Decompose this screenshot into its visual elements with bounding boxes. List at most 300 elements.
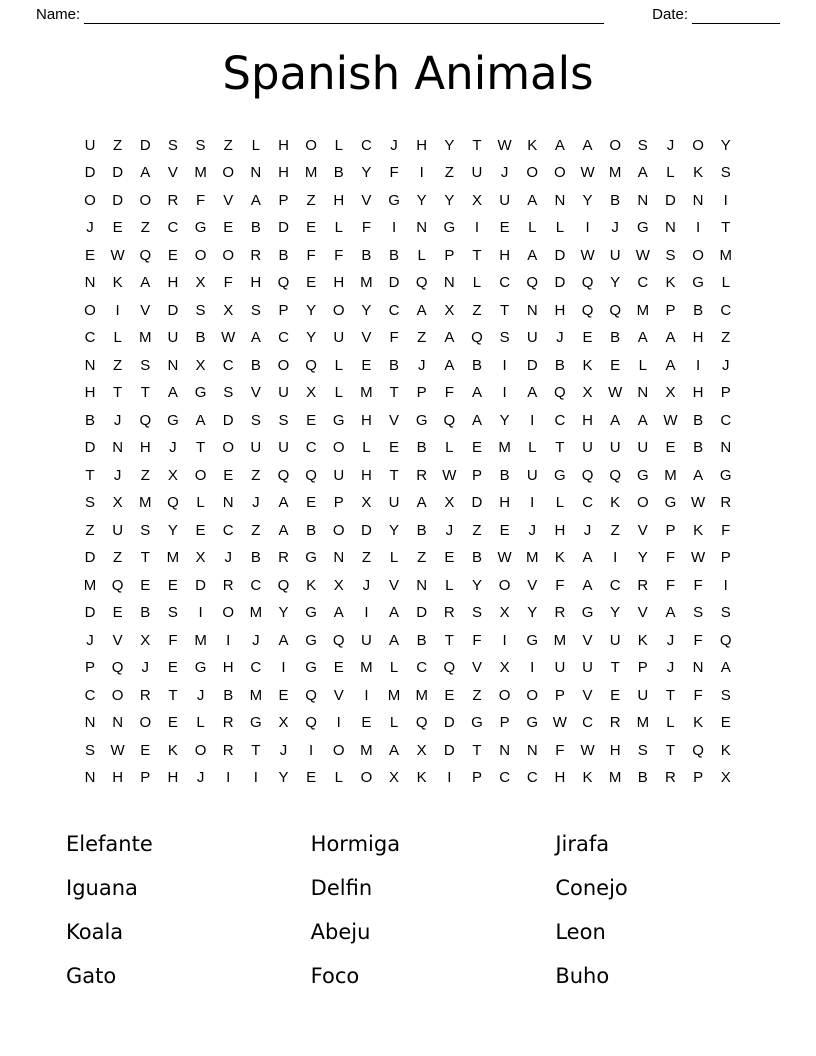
grid-cell[interactable]: T <box>555 439 565 457</box>
grid-cell[interactable]: G <box>692 274 704 292</box>
grid-cell[interactable]: B <box>693 301 704 319</box>
grid-cell[interactable]: R <box>250 246 262 264</box>
grid-cell[interactable]: W <box>110 741 125 759</box>
grid-cell[interactable]: S <box>720 164 731 182</box>
grid-cell[interactable]: A <box>167 384 178 402</box>
grid-cell[interactable]: A <box>389 631 400 649</box>
grid-cell[interactable]: P <box>665 301 676 319</box>
grid-cell[interactable]: S <box>140 521 151 539</box>
word-list-item[interactable]: Koala <box>66 920 124 944</box>
grid-cell[interactable]: L <box>362 439 371 457</box>
grid-cell[interactable]: Q <box>111 659 124 677</box>
grid-cell[interactable]: S <box>250 411 261 429</box>
grid-cell[interactable]: G <box>581 604 594 622</box>
grid-cell[interactable]: N <box>84 714 96 732</box>
grid-cell[interactable]: Q <box>305 466 317 484</box>
grid-cell[interactable]: U <box>637 439 649 457</box>
grid-cell[interactable]: J <box>528 521 536 539</box>
grid-cell[interactable]: I <box>309 741 314 759</box>
grid-cell[interactable]: F <box>389 164 399 182</box>
grid-cell[interactable]: E <box>112 219 123 237</box>
grid-cell[interactable]: E <box>499 521 510 539</box>
grid-cell[interactable]: V <box>140 301 151 319</box>
grid-cell[interactable]: H <box>692 329 704 347</box>
grid-cell[interactable]: B <box>693 439 704 457</box>
grid-cell[interactable]: U <box>112 521 124 539</box>
grid-cell[interactable]: L <box>334 356 343 374</box>
grid-cell[interactable]: S <box>140 356 151 374</box>
grid-cell[interactable]: Y <box>389 521 400 539</box>
grid-cell[interactable]: S <box>195 136 206 154</box>
word-list-item[interactable]: Buho <box>555 964 610 988</box>
grid-cell[interactable]: M <box>387 686 401 704</box>
grid-cell[interactable]: K <box>693 521 704 539</box>
grid-cell[interactable]: W <box>497 136 512 154</box>
grid-cell[interactable]: O <box>222 604 235 622</box>
grid-cell[interactable]: X <box>471 191 482 209</box>
grid-cell[interactable]: Q <box>277 466 290 484</box>
grid-cell[interactable]: V <box>167 164 178 182</box>
grid-cell[interactable]: A <box>637 411 648 429</box>
grid-cell[interactable]: X <box>167 466 178 484</box>
grid-cell[interactable]: G <box>194 659 207 677</box>
grid-cell[interactable]: L <box>334 384 343 402</box>
grid-cell[interactable]: O <box>139 191 152 209</box>
grid-cell[interactable]: M <box>360 741 373 759</box>
grid-cell[interactable]: G <box>526 714 539 732</box>
grid-cell[interactable]: Z <box>417 329 427 347</box>
word-list-item[interactable]: Foco <box>310 964 360 988</box>
grid-cell[interactable]: Q <box>305 714 317 732</box>
grid-cell[interactable]: Z <box>140 466 150 484</box>
grid-cell[interactable]: A <box>582 136 593 154</box>
grid-cell[interactable]: M <box>719 246 732 264</box>
grid-cell[interactable]: B <box>195 329 206 347</box>
grid-cell[interactable]: P <box>693 769 704 787</box>
grid-cell[interactable]: Y <box>527 604 538 622</box>
grid-cell[interactable]: Q <box>415 274 428 292</box>
grid-cell[interactable]: R <box>222 576 234 594</box>
grid-cell[interactable]: X <box>361 494 372 512</box>
grid-cell[interactable]: N <box>526 741 538 759</box>
grid-cell[interactable]: W <box>442 466 457 484</box>
grid-cell[interactable]: C <box>582 714 593 732</box>
grid-cell[interactable]: X <box>195 356 206 374</box>
grid-cell[interactable]: U <box>609 631 621 649</box>
grid-cell[interactable]: U <box>167 329 179 347</box>
grid-cell[interactable]: N <box>526 301 538 319</box>
grid-cell[interactable]: J <box>113 411 122 429</box>
grid-cell[interactable]: X <box>665 384 676 402</box>
grid-cell[interactable]: Y <box>720 136 731 154</box>
grid-cell[interactable]: B <box>250 356 261 374</box>
grid-cell[interactable]: O <box>277 356 290 374</box>
grid-cell[interactable]: D <box>443 741 455 759</box>
grid-cell[interactable]: E <box>471 439 482 457</box>
grid-cell[interactable]: B <box>306 521 317 539</box>
grid-cell[interactable]: A <box>610 411 621 429</box>
grid-cell[interactable]: U <box>499 191 511 209</box>
grid-cell[interactable]: J <box>666 136 675 154</box>
grid-cell[interactable]: O <box>332 301 345 319</box>
grid-cell[interactable]: L <box>445 439 454 457</box>
grid-cell[interactable]: F <box>555 576 565 594</box>
grid-cell[interactable]: L <box>196 494 205 512</box>
grid-cell[interactable]: K <box>527 136 538 154</box>
grid-cell[interactable]: H <box>416 136 428 154</box>
grid-cell[interactable]: M <box>360 274 373 292</box>
grid-cell[interactable]: A <box>693 466 704 484</box>
grid-cell[interactable]: Y <box>167 521 178 539</box>
grid-cell[interactable]: Z <box>472 686 482 704</box>
grid-cell[interactable]: K <box>582 356 593 374</box>
grid-cell[interactable]: C <box>360 136 372 154</box>
grid-cell[interactable]: S <box>167 136 178 154</box>
grid-cell[interactable]: P <box>665 521 676 539</box>
grid-cell[interactable]: V <box>112 631 123 649</box>
grid-cell[interactable]: E <box>720 714 731 732</box>
grid-cell[interactable]: D <box>360 521 372 539</box>
grid-cell[interactable]: T <box>168 686 178 704</box>
grid-cell[interactable]: B <box>389 246 400 264</box>
grid-cell[interactable]: X <box>306 384 317 402</box>
grid-cell[interactable]: W <box>580 246 595 264</box>
grid-cell[interactable]: L <box>528 219 537 237</box>
grid-cell[interactable]: C <box>554 411 566 429</box>
grid-cell[interactable]: R <box>278 549 289 567</box>
grid-cell[interactable]: Q <box>332 631 345 649</box>
grid-cell[interactable]: D <box>278 219 289 237</box>
grid-cell[interactable]: B <box>499 466 510 484</box>
grid-cell[interactable]: P <box>333 494 344 512</box>
grid-cell[interactable]: E <box>195 521 206 539</box>
grid-cell[interactable]: X <box>499 659 510 677</box>
grid-cell[interactable]: X <box>112 494 123 512</box>
grid-cell[interactable]: H <box>139 439 151 457</box>
grid-cell[interactable]: Q <box>609 301 621 319</box>
grid-cell[interactable]: A <box>527 191 538 209</box>
grid-cell[interactable]: G <box>305 631 317 649</box>
grid-cell[interactable]: T <box>665 686 676 704</box>
grid-cell[interactable]: C <box>582 494 593 512</box>
grid-cell[interactable]: O <box>139 714 152 732</box>
grid-cell[interactable]: M <box>608 769 622 787</box>
grid-cell[interactable]: M <box>636 714 650 732</box>
grid-cell[interactable]: J <box>86 219 94 237</box>
grid-cell[interactable]: Z <box>113 136 123 154</box>
grid-cell[interactable]: U <box>526 466 538 484</box>
grid-cell[interactable]: P <box>720 384 731 402</box>
grid-cell[interactable]: G <box>305 659 317 677</box>
grid-cell[interactable]: M <box>249 686 263 704</box>
grid-cell[interactable]: A <box>444 329 455 347</box>
grid-cell[interactable]: W <box>691 494 706 512</box>
grid-cell[interactable]: Q <box>443 659 456 677</box>
grid-cell[interactable]: S <box>637 136 648 154</box>
grid-cell[interactable]: P <box>471 466 482 484</box>
grid-cell[interactable]: L <box>389 549 399 567</box>
grid-cell[interactable]: I <box>115 301 120 319</box>
grid-cell[interactable]: T <box>195 439 206 457</box>
grid-cell[interactable]: F <box>665 576 676 594</box>
grid-cell[interactable]: C <box>305 439 317 457</box>
grid-cell[interactable]: J <box>666 631 675 649</box>
grid-cell[interactable]: L <box>666 714 675 732</box>
grid-cell[interactable]: Q <box>167 494 179 512</box>
grid-cell[interactable]: D <box>665 191 676 209</box>
grid-cell[interactable]: R <box>720 494 732 512</box>
grid-cell[interactable]: T <box>472 136 482 154</box>
grid-cell[interactable]: I <box>336 714 341 732</box>
grid-cell[interactable]: U <box>388 494 400 512</box>
grid-cell[interactable]: W <box>691 549 706 567</box>
grid-cell[interactable]: L <box>334 769 343 787</box>
grid-cell[interactable]: Q <box>443 411 456 429</box>
grid-cell[interactable]: G <box>636 466 649 484</box>
grid-cell[interactable]: F <box>693 576 703 594</box>
grid-cell[interactable]: G <box>250 714 262 732</box>
grid-cell[interactable]: D <box>471 494 483 512</box>
grid-cell[interactable]: C <box>250 659 262 677</box>
grid-cell[interactable]: P <box>416 384 427 402</box>
grid-cell[interactable]: Q <box>526 274 539 292</box>
grid-cell[interactable]: O <box>332 521 345 539</box>
grid-cell[interactable]: R <box>637 576 649 594</box>
grid-cell[interactable]: Q <box>581 274 594 292</box>
grid-cell[interactable]: W <box>580 741 595 759</box>
grid-cell[interactable]: A <box>582 549 593 567</box>
grid-cell[interactable]: H <box>554 301 566 319</box>
grid-cell[interactable]: Q <box>415 714 428 732</box>
grid-cell[interactable]: Z <box>85 521 95 539</box>
grid-cell[interactable]: K <box>306 576 317 594</box>
grid-cell[interactable]: D <box>112 164 124 182</box>
grid-cell[interactable]: O <box>554 164 566 182</box>
grid-cell[interactable]: S <box>84 741 95 759</box>
grid-cell[interactable]: C <box>222 356 234 374</box>
grid-cell[interactable]: O <box>222 164 235 182</box>
grid-cell[interactable]: E <box>223 219 234 237</box>
grid-cell[interactable]: J <box>252 494 260 512</box>
grid-cell[interactable]: W <box>110 246 125 264</box>
grid-cell[interactable]: N <box>637 384 649 402</box>
grid-cell[interactable]: H <box>499 246 511 264</box>
grid-cell[interactable]: P <box>471 769 482 787</box>
grid-cell[interactable]: A <box>471 384 482 402</box>
grid-cell[interactable]: S <box>84 494 95 512</box>
grid-cell[interactable]: C <box>499 769 511 787</box>
grid-cell[interactable]: Y <box>361 164 372 182</box>
grid-cell[interactable]: D <box>443 714 455 732</box>
grid-cell[interactable]: D <box>222 411 234 429</box>
grid-cell[interactable]: B <box>140 604 151 622</box>
grid-cell[interactable]: P <box>720 549 731 567</box>
grid-cell[interactable]: N <box>692 659 704 677</box>
grid-cell[interactable]: H <box>222 659 234 677</box>
grid-cell[interactable]: O <box>194 246 207 264</box>
grid-cell[interactable]: C <box>499 274 511 292</box>
grid-cell[interactable]: C <box>637 274 649 292</box>
grid-cell[interactable]: L <box>389 659 399 677</box>
grid-cell[interactable]: E <box>140 576 151 594</box>
grid-cell[interactable]: M <box>139 329 152 347</box>
grid-cell[interactable]: R <box>443 604 455 622</box>
grid-cell[interactable]: V <box>637 521 648 539</box>
grid-cell[interactable]: A <box>444 356 455 374</box>
grid-cell[interactable]: M <box>304 164 318 182</box>
grid-cell[interactable]: D <box>84 164 96 182</box>
grid-cell[interactable]: S <box>167 604 178 622</box>
grid-cell[interactable]: I <box>281 659 286 677</box>
grid-cell[interactable]: Q <box>609 466 621 484</box>
grid-cell[interactable]: T <box>85 466 95 484</box>
grid-cell[interactable]: T <box>472 741 482 759</box>
grid-cell[interactable]: B <box>416 631 427 649</box>
grid-cell[interactable]: W <box>608 384 623 402</box>
grid-cell[interactable]: L <box>334 219 343 237</box>
grid-cell[interactable]: B <box>416 521 427 539</box>
grid-cell[interactable]: L <box>389 714 399 732</box>
grid-cell[interactable]: Z <box>113 549 123 567</box>
grid-cell[interactable]: K <box>167 741 178 759</box>
grid-cell[interactable]: A <box>637 329 648 347</box>
grid-cell[interactable]: I <box>530 494 535 512</box>
grid-cell[interactable]: W <box>635 246 650 264</box>
grid-cell[interactable]: Z <box>610 521 620 539</box>
grid-cell[interactable]: I <box>585 219 590 237</box>
grid-cell[interactable]: J <box>252 631 260 649</box>
grid-cell[interactable]: L <box>555 219 565 237</box>
grid-cell[interactable]: D <box>554 274 566 292</box>
grid-cell[interactable]: C <box>222 521 234 539</box>
grid-cell[interactable]: P <box>140 769 151 787</box>
grid-cell[interactable]: U <box>554 659 566 677</box>
grid-cell[interactable]: C <box>250 576 262 594</box>
grid-cell[interactable]: D <box>554 246 566 264</box>
grid-cell[interactable]: I <box>723 576 728 594</box>
grid-cell[interactable]: Y <box>610 604 621 622</box>
grid-cell[interactable]: N <box>112 714 124 732</box>
grid-cell[interactable]: J <box>500 164 509 182</box>
grid-cell[interactable]: X <box>140 631 151 649</box>
grid-cell[interactable]: H <box>278 164 289 182</box>
grid-cell[interactable]: Y <box>361 301 372 319</box>
grid-cell[interactable]: A <box>278 521 289 539</box>
grid-cell[interactable]: N <box>692 191 704 209</box>
grid-cell[interactable]: D <box>139 136 151 154</box>
grid-cell[interactable]: E <box>306 769 317 787</box>
grid-cell[interactable]: G <box>194 384 207 402</box>
grid-cell[interactable]: F <box>195 191 206 209</box>
grid-cell[interactable]: B <box>471 356 482 374</box>
grid-cell[interactable]: S <box>665 246 676 264</box>
grid-cell[interactable]: M <box>360 384 373 402</box>
grid-cell[interactable]: D <box>112 191 124 209</box>
grid-cell[interactable]: C <box>388 301 400 319</box>
grid-cell[interactable]: G <box>636 219 649 237</box>
grid-cell[interactable]: T <box>500 301 510 319</box>
grid-cell[interactable]: I <box>364 604 369 622</box>
grid-cell[interactable]: I <box>696 356 701 374</box>
grid-cell[interactable]: F <box>444 384 454 402</box>
grid-cell[interactable]: H <box>360 411 372 429</box>
grid-cell[interactable]: R <box>416 466 428 484</box>
grid-cell[interactable]: F <box>665 549 676 567</box>
grid-cell[interactable]: K <box>112 274 123 292</box>
grid-cell[interactable]: L <box>721 274 730 292</box>
grid-cell[interactable]: O <box>194 466 207 484</box>
grid-cell[interactable]: U <box>333 329 345 347</box>
grid-cell[interactable]: P <box>444 246 455 264</box>
grid-cell[interactable]: J <box>611 219 619 237</box>
grid-cell[interactable]: S <box>223 384 234 402</box>
grid-cell[interactable]: W <box>663 411 678 429</box>
grid-cell[interactable]: V <box>223 191 234 209</box>
grid-cell[interactable]: I <box>419 164 424 182</box>
grid-cell[interactable]: F <box>721 521 731 539</box>
grid-cell[interactable]: A <box>389 741 400 759</box>
grid-cell[interactable]: K <box>693 714 704 732</box>
grid-cell[interactable]: I <box>391 219 397 237</box>
grid-cell[interactable]: U <box>637 686 649 704</box>
grid-cell[interactable]: J <box>141 659 150 677</box>
grid-cell[interactable]: Q <box>581 301 594 319</box>
grid-cell[interactable]: A <box>637 164 648 182</box>
grid-cell[interactable]: P <box>278 301 289 319</box>
grid-cell[interactable]: Z <box>417 549 427 567</box>
grid-cell[interactable]: D <box>84 549 96 567</box>
grid-cell[interactable]: G <box>443 219 456 237</box>
grid-cell[interactable]: L <box>334 136 343 154</box>
word-list-item[interactable]: Jirafa <box>555 832 610 856</box>
grid-cell[interactable]: T <box>140 384 150 402</box>
grid-cell[interactable]: D <box>167 301 179 319</box>
grid-cell[interactable]: T <box>389 384 399 402</box>
grid-cell[interactable]: E <box>499 219 510 237</box>
grid-cell[interactable]: U <box>84 136 96 154</box>
grid-cell[interactable]: Z <box>306 191 316 209</box>
grid-cell[interactable]: G <box>526 631 539 649</box>
grid-cell[interactable]: B <box>250 549 261 567</box>
grid-cell[interactable]: U <box>471 164 483 182</box>
grid-cell[interactable]: T <box>610 659 620 677</box>
grid-cell[interactable]: G <box>554 466 566 484</box>
grid-cell[interactable]: T <box>444 631 454 649</box>
grid-cell[interactable]: E <box>167 659 178 677</box>
grid-cell[interactable]: I <box>198 604 203 622</box>
grid-cell[interactable]: A <box>471 411 482 429</box>
grid-cell[interactable]: N <box>84 274 96 292</box>
grid-cell[interactable]: R <box>222 714 234 732</box>
grid-cell[interactable]: M <box>360 659 373 677</box>
grid-cell[interactable]: H <box>333 191 345 209</box>
grid-cell[interactable]: N <box>222 494 234 512</box>
grid-cell[interactable]: F <box>693 631 703 649</box>
grid-cell[interactable]: M <box>415 686 428 704</box>
grid-cell[interactable]: U <box>609 439 621 457</box>
grid-cell[interactable]: G <box>415 411 428 429</box>
grid-cell[interactable]: A <box>250 329 261 347</box>
grid-cell[interactable]: M <box>636 301 650 319</box>
grid-cell[interactable]: V <box>361 329 372 347</box>
grid-cell[interactable]: M <box>194 631 207 649</box>
grid-cell[interactable]: H <box>167 274 179 292</box>
grid-cell[interactable]: I <box>613 549 618 567</box>
grid-cell[interactable]: V <box>527 576 538 594</box>
grid-cell[interactable]: A <box>527 384 538 402</box>
grid-cell[interactable]: G <box>664 494 677 512</box>
grid-cell[interactable]: B <box>610 191 621 209</box>
